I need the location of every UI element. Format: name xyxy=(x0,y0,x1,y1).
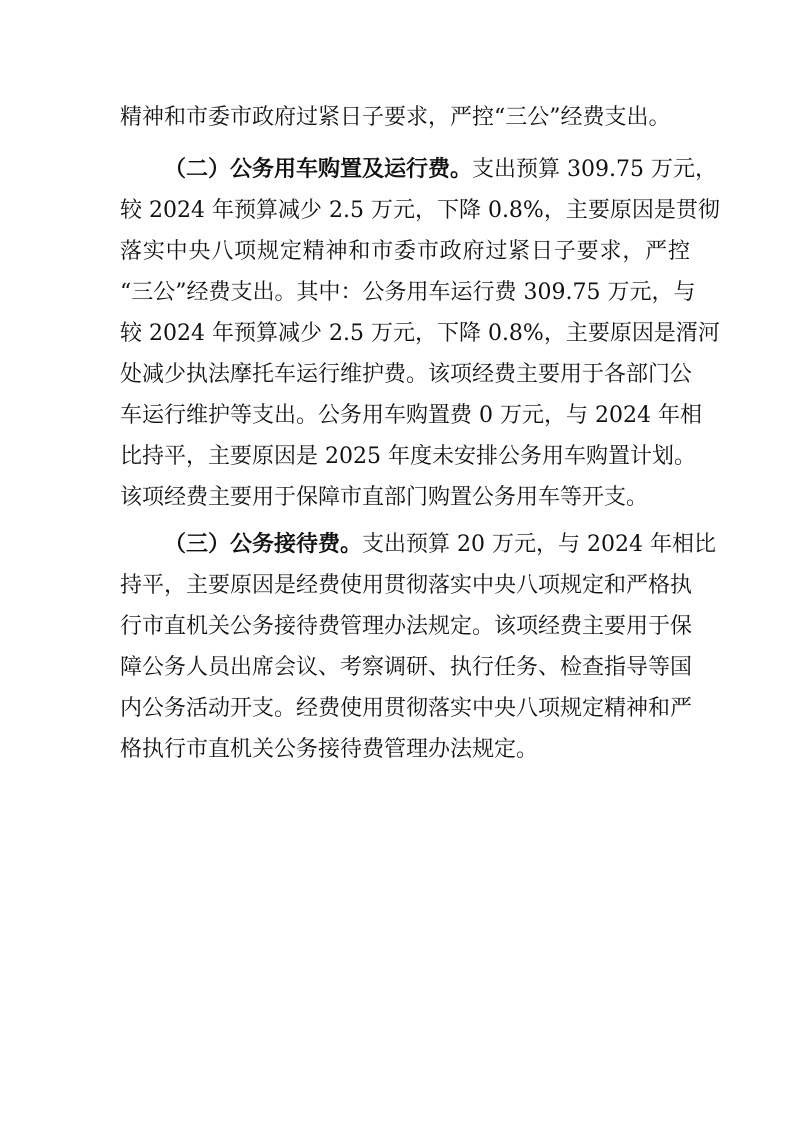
paragraph-line: 精神和市委市政府过紧日子要求，严控“三公”经费支出。 xyxy=(120,105,671,130)
section-heading: （三）公务接待费。 xyxy=(164,532,363,557)
paragraph-line: 障公务人员出席会议、考察调研、执行任务、检查指导等国 xyxy=(120,655,693,680)
paragraph-line: 内公务活动开支。经费使用贯彻落实中央八项规定精神和严 xyxy=(120,696,693,721)
paragraph-line: 车运行维护等支出。公务用车购置费 0 万元，与 2024 年相 xyxy=(120,403,702,428)
paragraph-text: 支出预算 309.75 万元， xyxy=(472,157,717,182)
paragraph-line: 比持平，主要原因是 2025 年度未安排公务用车购置计划。 xyxy=(120,444,696,469)
paragraph-line: 持平，主要原因是经费使用贯彻落实中央八项规定和严格执 xyxy=(120,573,693,598)
section-heading: （二）公务用车购置及运行费。 xyxy=(164,157,473,182)
paragraph-line: 行市直机关公务接待费管理办法规定。该项经费主要用于保 xyxy=(120,614,693,639)
paragraph-text: 支出预算 20 万元，与 2024 年相比 xyxy=(362,532,716,557)
paragraph-line: 处减少执法摩托车运行维护费。该项经费主要用于各部门公 xyxy=(120,362,693,387)
paragraph-line: 较 2024 年预算减少 2.5 万元，下降 0.8%，主要原因是湑河 xyxy=(120,321,720,346)
paragraph-line: 该项经费主要用于保障市直部门购置公务用车等开支。 xyxy=(120,485,649,510)
paragraph-line: “三公”经费支出。其中：公务用车运行费 309.75 万元，与 xyxy=(120,280,696,305)
paragraph-line: 落实中央八项规定精神和市委市政府过紧日子要求，严控 xyxy=(120,239,690,264)
paragraph-line: 格执行市直机关公务接待费管理办法规定。 xyxy=(120,737,539,762)
paragraph-line: 较 2024 年预算减少 2.5 万元，下降 0.8%，主要原因是贯彻 xyxy=(120,198,720,223)
paragraph-line xyxy=(164,150,717,190)
paragraph-line xyxy=(164,525,716,565)
